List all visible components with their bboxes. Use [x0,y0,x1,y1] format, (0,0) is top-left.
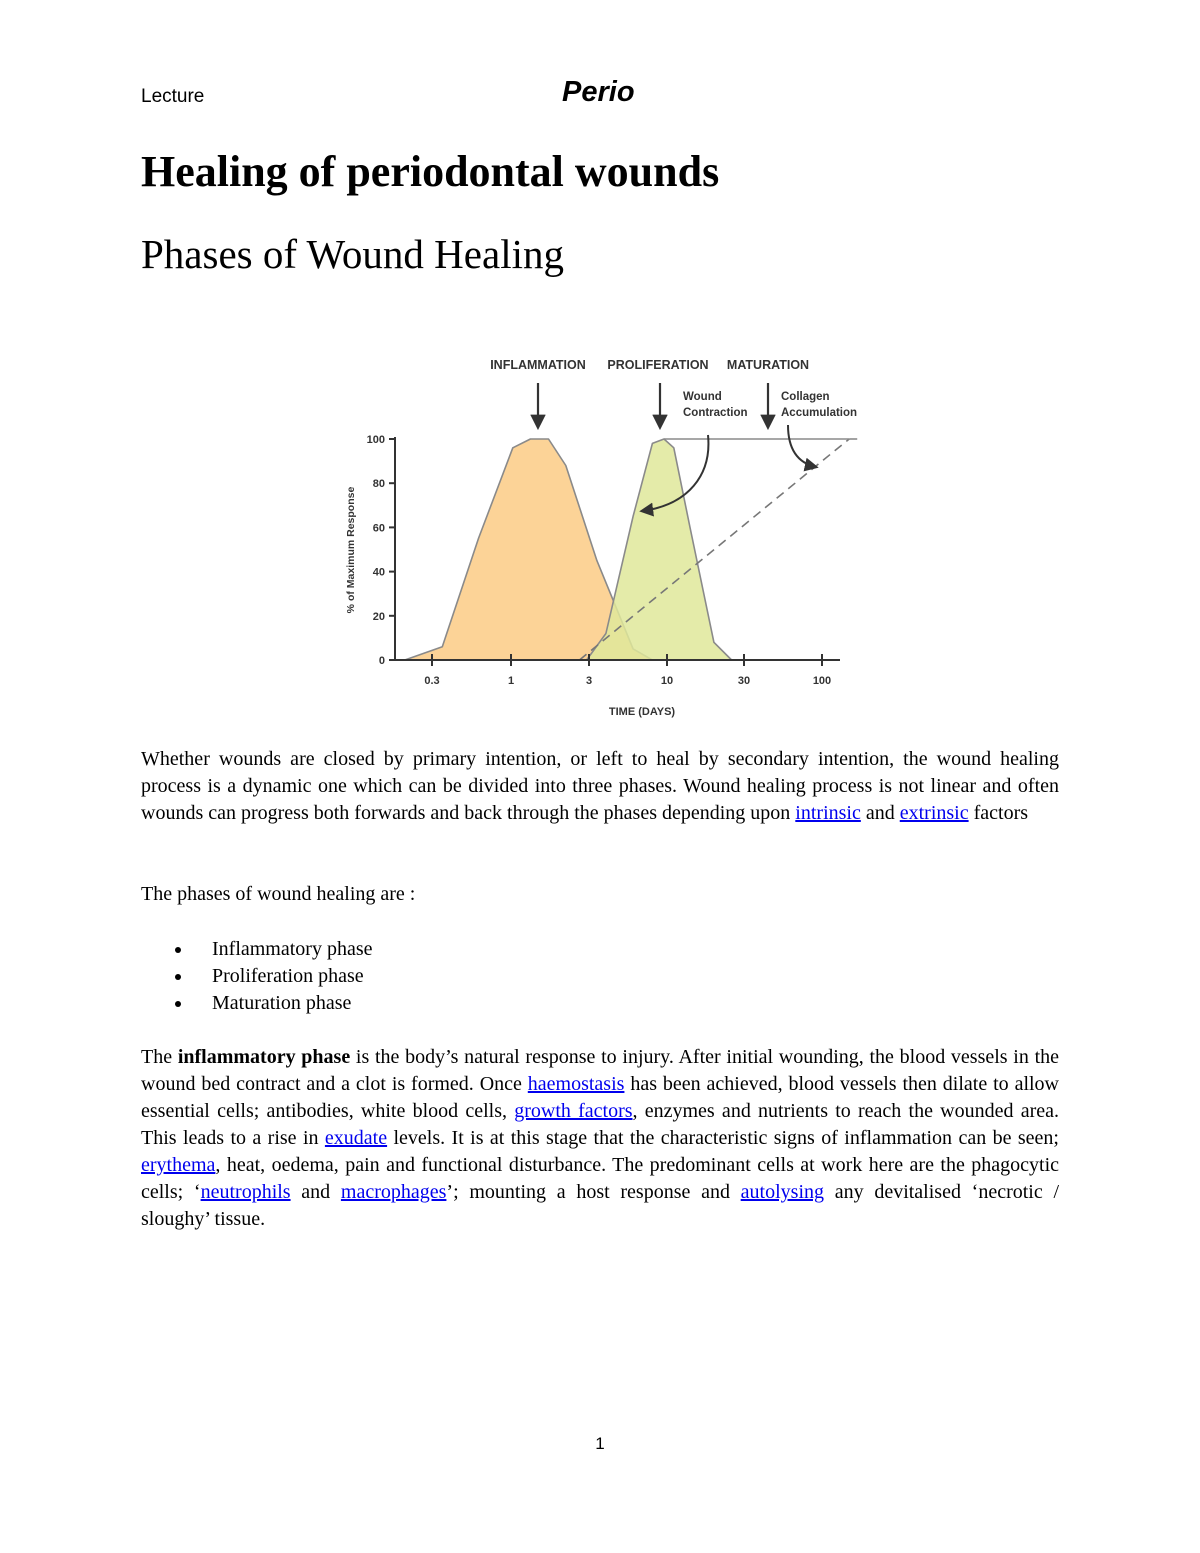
para-text-0: The [141,1046,178,1068]
phases-intro: The phases of wound healing are : [141,883,416,905]
para-text-3: , enzymes and nutrients to reach the wounded area. This leads to a rise in [141,1100,1060,1149]
page-number: 1 [595,1434,605,1453]
inflammatory-paragraph [141,1044,1059,1233]
intro-paragraph [141,746,1059,827]
annotation-label: Wound [683,391,722,403]
phase-list [141,936,373,1017]
para-text-1: is the body’s natural response to injury. After initial wounding, the blood vessels in the wound bed contract and a clot is formed. Once [141,1046,1060,1095]
phase-label: PROLIFERATION [607,358,709,372]
link-autolysing[interactable]: autolysing [740,1181,825,1203]
y-tick-label: 100 [366,434,385,446]
para-text-6: and [290,1181,341,1203]
x-tick-label: 10 [660,675,674,687]
x-axis-label: TIME (DAYS) [608,706,676,718]
link-neutrophils[interactable]: neutrophils [200,1181,291,1203]
para-text-7: ’; mounting a host response and [446,1181,741,1203]
y-axis-label: % of Maximum Response [345,486,357,614]
link-growth-factors[interactable]: growth factors [514,1100,633,1122]
term-inflammatory-phase: inflammatory phase [177,1046,351,1068]
header-lecture: Lecture [141,86,205,107]
series-proliferation-area [587,439,732,660]
y-tick-label: 60 [372,522,385,535]
para-text-4: levels. It is at this stage that the characteristic signs of inflammation can be seen; [387,1127,1059,1149]
x-tick-label: 3 [585,675,593,687]
y-tick-label: 40 [372,566,385,579]
x-tick-label: 30 [737,675,751,687]
annotation-label: Collagen [781,391,830,403]
phase-label: MATURATION [726,358,810,372]
link-intrinsic[interactable]: intrinsic [795,802,861,824]
header-subject: Perio [562,76,635,108]
collagen-accumulation-arrow [788,425,816,467]
wound-healing-chart [320,345,880,730]
link-haemostasis[interactable]: haemostasis [527,1073,625,1095]
para-text-8: any devitalised ‘necrotic / sloughy’ tissue. [141,1181,1060,1230]
phase-label: INFLAMMATION [490,358,586,372]
intro-text-1: Whether wounds are closed by primary intention, or left to heal by secondary intention, the wound healing process is a dynamic one which can be divided into three phases. Wound healing process is not linear and often wounds can progress both forwards and back through the phases depending upon [141,748,1059,824]
link-extrinsic[interactable]: extrinsic [899,802,969,824]
link-macrophages[interactable]: macrophages [340,1181,447,1203]
intro-text-2: and [860,802,900,824]
list-item: Inflammatory phase [141,936,373,963]
section-subtitle: Phases of Wound Healing [141,231,564,277]
link-erythema[interactable]: erythema [141,1154,216,1176]
y-tick-label: 0 [378,655,385,667]
y-tick-label: 20 [372,610,385,623]
x-tick-label: 0.3 [424,675,440,687]
annotation-label: Accumulation [781,407,858,419]
para-text-2: has been achieved, blood vessels then dilate to allow essential cells; antibodies, white blood cells, [141,1073,1059,1122]
series-maturation-line [580,439,850,660]
link-exudate[interactable]: exudate [324,1127,388,1149]
intro-text-3: factors [968,802,1029,824]
list-item: Maturation phase [141,990,373,1017]
x-tick-label: 1 [507,675,515,687]
para-text-5: , heat, oedema, pain and functional disturbance. The predominant cells at work here are the phagocytic cells; ‘ [141,1154,1059,1203]
x-tick-label: 100 [812,675,832,687]
page-title: Healing of periodontal wounds [141,147,720,196]
annotation-label: Contraction [683,407,748,419]
list-item: Proliferation phase [141,963,373,990]
y-tick-label: 80 [372,478,385,491]
